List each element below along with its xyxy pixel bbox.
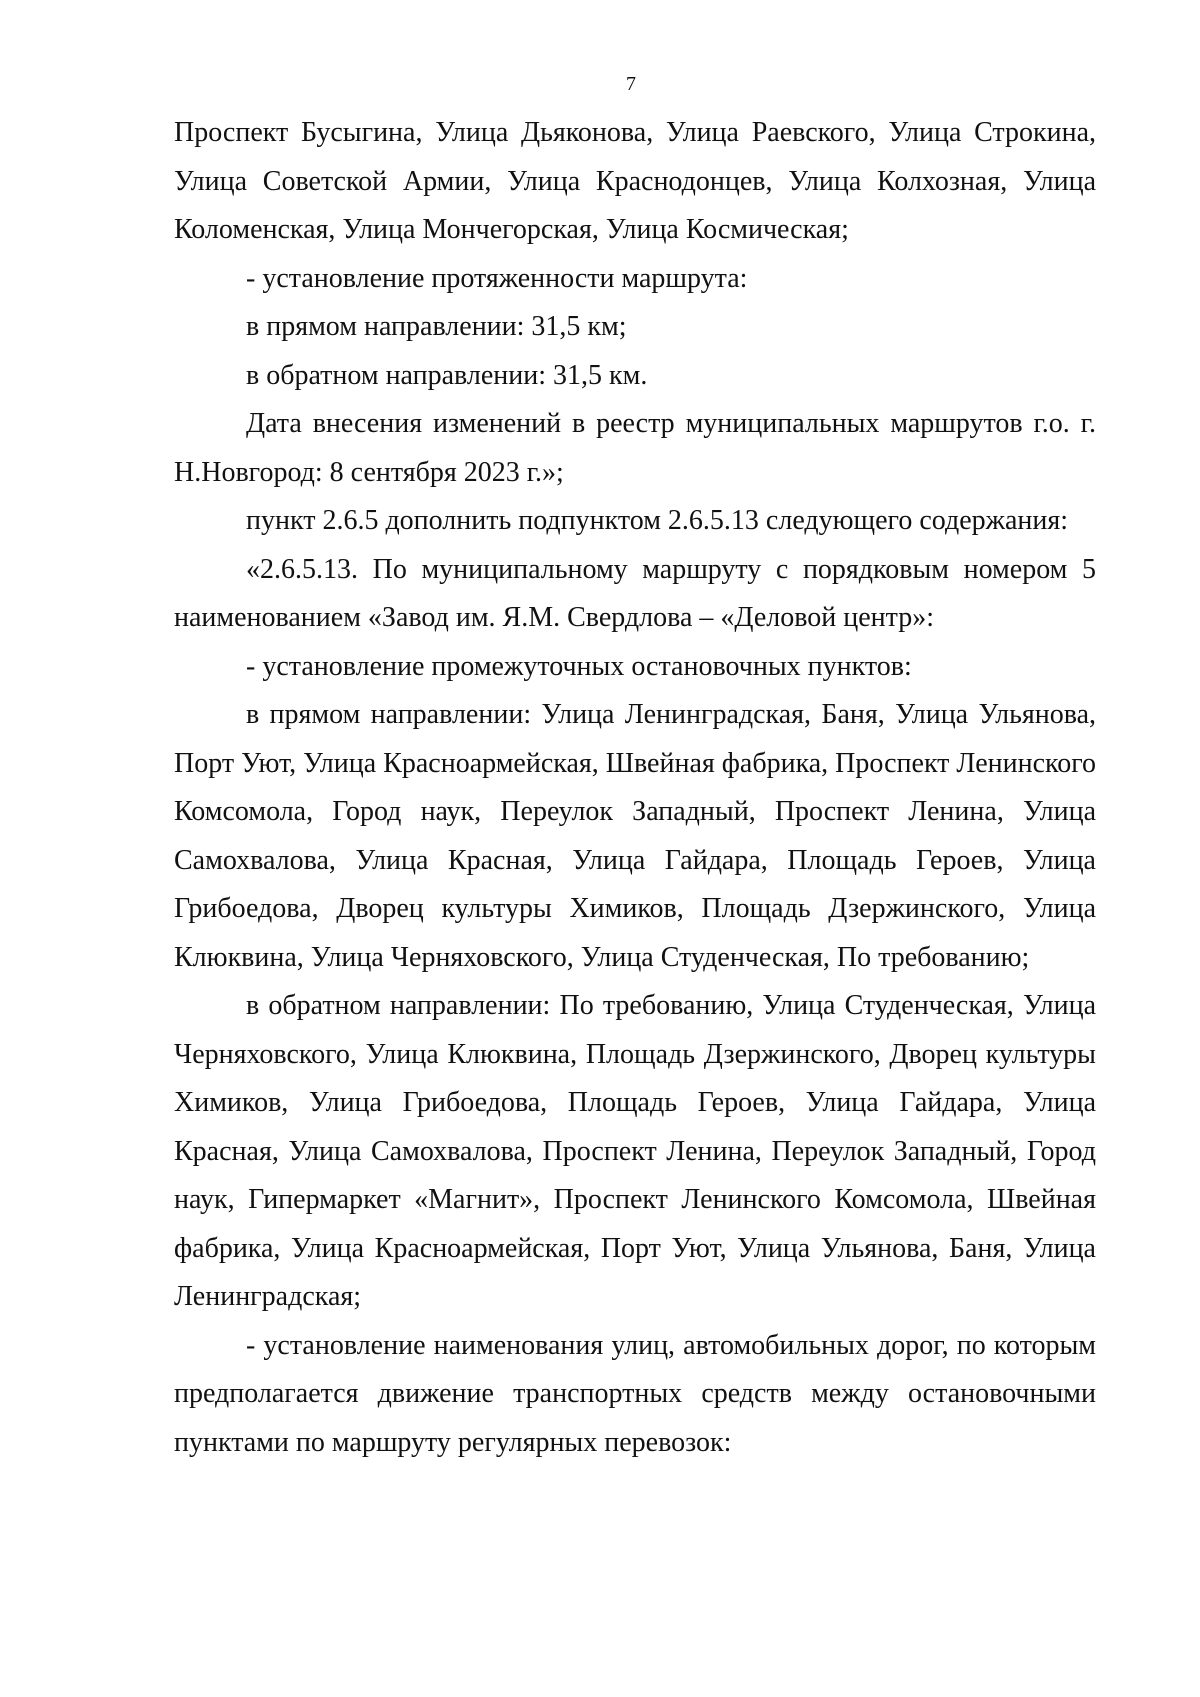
paragraph-route-5-heading: «2.6.5.13. По муниципальному маршруту с порядковым номером 5 наименованием «Завод им. Я.М. Свердлова – «Деловой центр»: [174, 553, 1096, 633]
paragraph-registry-date: Дата внесения изменений в реестр муниципальных маршрутов г.о. г. Н.Новгород: 8 сентября 2023 г.»; [174, 408, 1096, 488]
paragraph-forward-length: в прямом направлении: 31,5 км; [246, 311, 627, 342]
paragraph-amendment-clause: пункт 2.6.5 дополнить подпунктом 2.6.5.13 следующего содержания: [246, 505, 1069, 536]
paragraph-reverse-stops: в обратном направлении: По требованию, Улица Студенческая, Улица Черняховского, Улица Клюквина, Площадь Дзержинского, Дворец культуры Химиков, Улица Грибоедова, Площадь Героев, Улица Гайдара, Улица Красная, Улица Самохвалова, Проспект Ленина, Переулок Западный, Город наук, Гипермаркет «Магнит», Проспект Ленинского Комсомола, Швейная фабрика, Улица Красноармейская, Порт Уют, Улица Ульянова, Баня, Улица Ленинградская; [174, 990, 1096, 1312]
paragraph-stops-heading: - установление промежуточных остановочных пунктов: [246, 650, 912, 682]
paragraph-forward-stops: в прямом направлении: Улица Ленинградская, Баня, Улица Ульянова, Порт Уют, Улица Красноармейская, Швейная фабрика, Проспект Ленинского Комсомола, Город наук, Переулок Западный, Проспект Ленина, Улица Самохвалова, Улица Красная, Улица Гайдара, Площадь Героев, Улица Грибоедова, Дворец культуры Химиков, Площадь Дзержинского, Улица Клюквина, Улица Черняховского, Улица Студенческая, По требованию; [174, 699, 1096, 973]
paragraph-route-length-heading: - установление протяженности маршрута: [246, 262, 748, 294]
paragraph-reverse-length: в обратном направлении: 31,5 км. [246, 359, 648, 391]
paragraph-route-streets-continued: Проспект Бусыгина, Улица Дьяконова, Улица Раевского, Улица Строкина, Улица Советской Армии, Улица Краснодонцев, Улица Колхозная, Улица Коломенская, Улица Мончегорская, Улица Космическая; [174, 117, 1096, 245]
page-number: 7 [626, 73, 636, 95]
paragraph-street-names-heading: - установление наименования улиц, автомобильных дорог, по которым предполагается движение транспортных средств между остановочными пунктами по маршруту регулярных перевозок: [174, 1329, 1096, 1458]
document-body [174, 109, 1096, 1467]
